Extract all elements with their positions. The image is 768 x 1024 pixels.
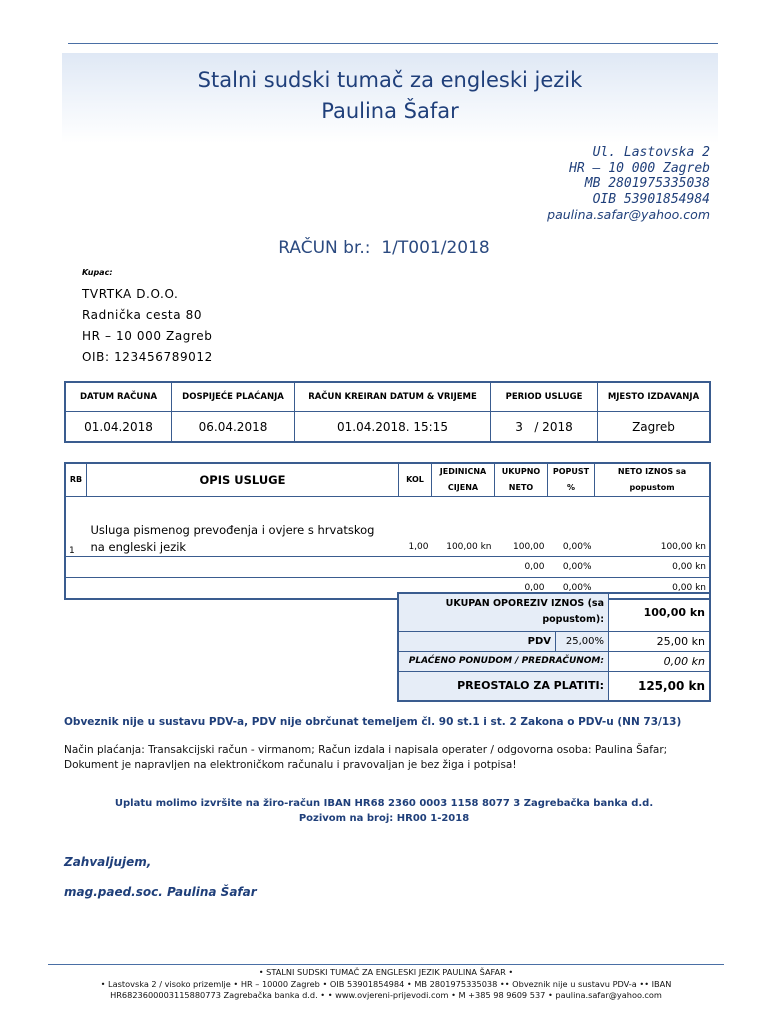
paid-label: PLAĆENO PONUDOM / PREDRAČUNOM: [398, 651, 609, 671]
row-net: 100,00 [513, 542, 545, 552]
letterhead-name: Paulina Šafar [321, 99, 459, 123]
invoice-number: 1/T001/2018 [381, 238, 490, 258]
sender-address [547, 145, 710, 223]
sender-city: HR – 10 000 Zagreb [569, 160, 710, 176]
invoice-date: 01.04.2018 [65, 412, 172, 443]
sender-oib: OIB 53901854984 [592, 191, 710, 207]
signature-name: mag.paed.soc. Paulina Šafar [64, 885, 257, 899]
remaining-label: PREOSTALO ZA PLATITI: [398, 671, 609, 701]
payment-instructions [0, 796, 768, 826]
buyer-block [82, 284, 213, 368]
top-rule [68, 43, 718, 44]
service-period: 3 / 2018 [491, 412, 598, 443]
col-unit-price-l1: JEDINICNA [439, 467, 487, 476]
buyer-name: TVRTKA D.O.O. [82, 287, 179, 301]
sender-street: Ul. Lastovska 2 [592, 145, 710, 160]
invoice-title [0, 238, 768, 258]
header-place: MJESTO IZDAVANJA [598, 382, 711, 412]
row-discount: 0,00% [548, 557, 595, 578]
col-discount-l2: % [566, 483, 575, 492]
col-unit-price [432, 463, 495, 497]
payment-note [64, 743, 667, 773]
row-qty: 1,00 [408, 542, 429, 552]
col-amount [595, 463, 711, 497]
invoice-label: RAČUN br.: [278, 238, 371, 258]
payment-note-line1: Način plaćanja: Transakcijski račun - virmanom; Račun izdala i napisala operater / odgovorna osoba: Paulina Šafar; [64, 744, 668, 756]
col-qty: KOL [399, 463, 432, 497]
pdv-value: 25,00 kn [609, 631, 711, 651]
table-row [65, 557, 710, 578]
col-unit-price-l2: CIJENA [447, 483, 479, 492]
footer-line2: • Lastovska 2 / visoko prizemlje • HR – 10000 Zagreb • OIB 53901854984 • MB 2801975335038 •• Obveznik nije u sustavu PDV-a •• IBAN [100, 978, 672, 989]
place-of-issue: Zagreb [598, 412, 711, 443]
col-net-l1: UKUPNO [501, 467, 541, 476]
pdv-label: PDV [398, 631, 556, 651]
payment-reference: Pozivom na broj: HR00 1-2018 [298, 813, 470, 824]
footer [48, 967, 724, 1002]
row-net: 0,00 [495, 578, 548, 600]
row-amount: 0,00 kn [595, 578, 711, 600]
buyer-label: Kupac: [82, 268, 113, 277]
created-datetime: 01.04.2018. 15:15 [295, 412, 491, 443]
row-rb: 1 [69, 546, 75, 556]
totals-table [397, 592, 711, 702]
col-description: OPIS USLUGE [87, 463, 399, 497]
header-period: PERIOD USLUGE [491, 382, 598, 412]
paid-value: 0,00 kn [609, 651, 711, 671]
pdv-rate: 25,00% [556, 631, 609, 651]
taxable-label: UKUPAN OPOREZIV IZNOS (sa popustom): [398, 593, 609, 631]
remaining-value: 125,00 kn [609, 671, 711, 701]
row-net: 0,00 [495, 557, 548, 578]
header-due-date: DOSPIJEĆE PLAĆANJA [172, 382, 295, 412]
footer-line1: • STALNI SUDSKI TUMAČ ZA ENGLESKI JEZIK PAULINA ŠAFAR • [258, 967, 514, 977]
letterhead-title: Stalni sudski tumač za engleski jezik [197, 68, 583, 92]
payment-iban: Uplatu molimo izvršite na žiro-račun IBAN HR68 2360 0003 1158 8077 3 Zagrebačka banka d.d. [114, 798, 654, 809]
col-rb: RB [65, 463, 87, 497]
vat-note: Obveznik nije u sustavu PDV-a, PDV nije obrčunat temeljem čl. 90 st.1 i st. 2 Zakona o PDV-u (NN 73/13) [64, 716, 682, 728]
buyer-city: HR – 10 000 Zagreb [82, 329, 213, 343]
row-amount: 100,00 kn [660, 542, 706, 552]
row-description-l1: Usluga pismenog prevođenja i ovjere s hrvatskog [90, 523, 375, 537]
payment-note-line2: Dokument je napravljen na elektroničkom računalu i pravovaljan je bez žiga i potpisa! [64, 759, 517, 771]
col-net-l2: NETO [508, 483, 534, 492]
row-unit-price: 100,00 kn [446, 542, 492, 552]
header-created: RAČUN KREIRAN DATUM & VRIJEME [295, 382, 491, 412]
footer-rule [48, 964, 724, 965]
sender-email: paulina.safar@yahoo.com [547, 207, 710, 222]
col-discount-l1: POPUST [552, 467, 590, 476]
header-invoice-date: DATUM RAČUNA [65, 382, 172, 412]
row-discount: 0,00% [548, 578, 595, 600]
letterhead [62, 53, 718, 143]
buyer-oib: OIB: 123456789012 [82, 350, 213, 364]
row-description-l2: na engleski jezik [90, 540, 187, 554]
col-amount-l1: NETO IZNOS sa [617, 467, 687, 476]
items-table [64, 462, 711, 600]
taxable-value: 100,00 kn [609, 593, 711, 631]
col-net [495, 463, 548, 497]
row-amount: 0,00 kn [595, 557, 711, 578]
table-row [65, 497, 710, 557]
row-discount: 0,00% [562, 542, 592, 552]
footer-line3: HR6823600003115880773 Zagrebačka banka d.d. • • www.ovjereni-prijevodi.com • M +385 98 9609 537 • paulina.safar@yahoo.com [110, 990, 662, 1000]
sender-mb: MB 2801975335038 [584, 176, 710, 191]
buyer-street: Radnička cesta 80 [82, 308, 203, 322]
due-date: 06.04.2018 [172, 412, 295, 443]
invoice-info-table [64, 381, 711, 443]
col-discount [548, 463, 595, 497]
row-empty-cell [65, 557, 495, 578]
col-amount-l2: popustom [629, 483, 675, 492]
row-description [87, 497, 399, 557]
closing-thanks: Zahvaljujem, [64, 855, 152, 869]
